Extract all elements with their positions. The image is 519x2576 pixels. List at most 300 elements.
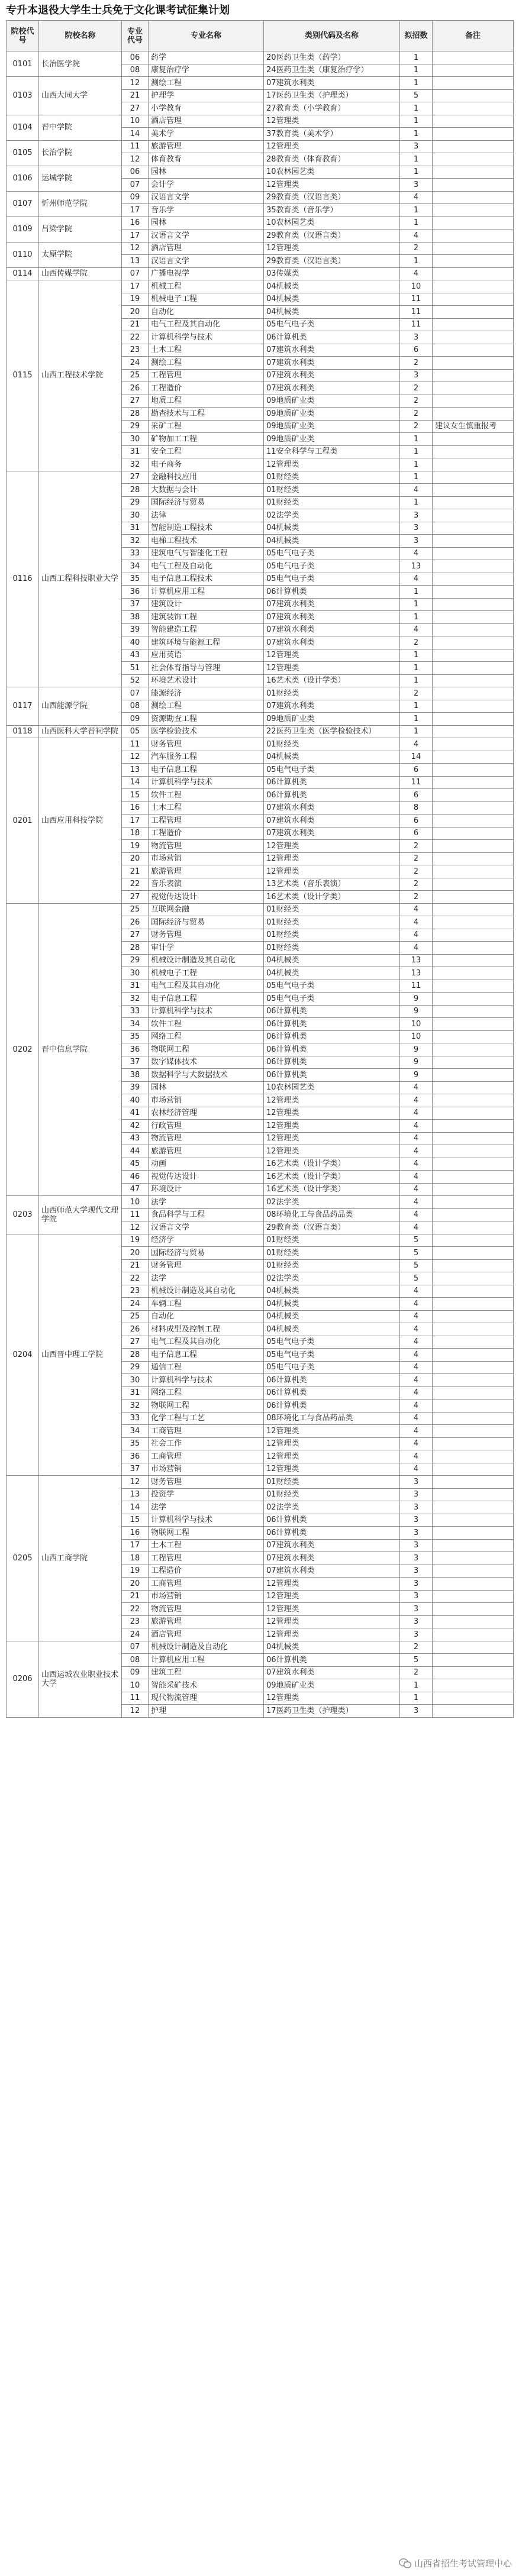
- school-name-cell: 山西师范大学现代文理学院: [39, 1196, 122, 1234]
- category-cell: 29教育类（汉语言类）: [264, 191, 400, 204]
- major-code-cell: 17: [122, 815, 149, 828]
- school-code-cell: 0202: [7, 903, 39, 1196]
- table-header-row: [7, 21, 514, 51]
- major-code-cell: 21: [122, 89, 149, 102]
- major-code-cell: 12: [122, 242, 149, 255]
- category-cell: 04机械类: [264, 967, 400, 980]
- count-cell: 10: [400, 1030, 433, 1043]
- major-name-cell: 经济学: [149, 1234, 264, 1247]
- category-cell: 16艺术类（设计学类）: [264, 1171, 400, 1184]
- note-cell: [433, 509, 514, 522]
- major-code-cell: 14: [122, 776, 149, 789]
- major-code-cell: 41: [122, 1107, 149, 1120]
- note-cell: [433, 1527, 514, 1540]
- note-cell: [433, 458, 514, 471]
- major-code-cell: 09: [122, 713, 149, 726]
- count-cell: 1: [400, 204, 433, 217]
- count-cell: 3: [400, 522, 433, 535]
- major-name-cell: 大数据与会计: [149, 484, 264, 497]
- category-cell: 04机械类: [264, 954, 400, 967]
- note-cell: [433, 382, 514, 395]
- category-cell: 06计算机类: [264, 1514, 400, 1527]
- major-name-cell: 自动化: [149, 306, 264, 319]
- school-code-cell: 0115: [7, 280, 39, 471]
- note-cell: [433, 280, 514, 293]
- note-cell: [433, 840, 514, 853]
- major-code-cell: 32: [122, 458, 149, 471]
- major-name-cell: 测绘工程: [149, 77, 264, 90]
- note-cell: [433, 903, 514, 916]
- major-code-cell: 33: [122, 1412, 149, 1425]
- note-cell: [433, 636, 514, 649]
- category-cell: 06计算机类: [264, 1399, 400, 1413]
- major-name-cell: 广播电视学: [149, 267, 264, 280]
- count-cell: 1: [400, 725, 433, 738]
- count-cell: 4: [400, 623, 433, 636]
- category-cell: 10农林园艺类: [264, 166, 400, 179]
- major-code-cell: 14: [122, 128, 149, 141]
- table-row: [7, 1196, 514, 1209]
- major-name-cell: 工程管理: [149, 1552, 264, 1565]
- major-code-cell: 09: [122, 191, 149, 204]
- school-code-cell: 0204: [7, 1234, 39, 1476]
- count-cell: 9: [400, 1056, 433, 1069]
- note-cell: [433, 1450, 514, 1463]
- category-cell: 01财经类: [264, 1476, 400, 1489]
- category-cell: 12管理类: [264, 1145, 400, 1158]
- note-cell: [433, 980, 514, 993]
- major-code-cell: 39: [122, 1081, 149, 1094]
- major-name-cell: 电气工程及其自动化: [149, 980, 264, 993]
- count-cell: 1: [400, 471, 433, 484]
- school-name-cell: 山西工商学院: [39, 1476, 122, 1641]
- count-cell: 4: [400, 1399, 433, 1413]
- category-cell: 04机械类: [264, 522, 400, 535]
- category-cell: 27教育类（小学教育）: [264, 102, 400, 115]
- major-name-cell: 法学: [149, 1196, 264, 1209]
- note-cell: [433, 560, 514, 573]
- category-cell: 12管理类: [264, 852, 400, 865]
- count-cell: 9: [400, 993, 433, 1006]
- major-name-cell: 计算机科学与技术: [149, 1514, 264, 1527]
- major-name-cell: 网络工程: [149, 1386, 264, 1399]
- school-code-cell: 0103: [7, 77, 39, 115]
- note-cell: [433, 1005, 514, 1018]
- count-cell: 3: [400, 509, 433, 522]
- major-name-cell: 国际经济与贸易: [149, 496, 264, 509]
- category-cell: 06计算机类: [264, 586, 400, 599]
- major-name-cell: 安全工程: [149, 445, 264, 458]
- major-name-cell: 互联网金融: [149, 903, 264, 916]
- header-school-code: 院校代号: [7, 21, 39, 51]
- major-code-cell: 12: [122, 1221, 149, 1234]
- major-code-cell: 23: [122, 1615, 149, 1628]
- major-name-cell: 通信工程: [149, 1361, 264, 1374]
- major-code-cell: 39: [122, 623, 149, 636]
- category-cell: 04机械类: [264, 1298, 400, 1311]
- major-name-cell: 智能建造工程: [149, 623, 264, 636]
- school-code-cell: 0104: [7, 115, 39, 140]
- note-cell: [433, 738, 514, 751]
- major-code-cell: 07: [122, 267, 149, 280]
- count-cell: 4: [400, 1425, 433, 1438]
- note-cell: [433, 776, 514, 789]
- category-cell: 29教育类（汉语言类）: [264, 230, 400, 243]
- note-cell: [433, 496, 514, 509]
- major-name-cell: 应用英语: [149, 649, 264, 662]
- note-cell: [433, 1399, 514, 1413]
- category-cell: 09地质矿业类: [264, 395, 400, 408]
- category-cell: 09地质矿业类: [264, 408, 400, 421]
- major-code-cell: 38: [122, 1069, 149, 1082]
- count-cell: 2: [400, 1641, 433, 1654]
- major-code-cell: 36: [122, 586, 149, 599]
- count-cell: 3: [400, 1488, 433, 1501]
- note-cell: [433, 77, 514, 90]
- category-cell: 05电气电子类: [264, 573, 400, 586]
- table-row: [7, 166, 514, 179]
- table-row: [7, 738, 514, 751]
- school-name-cell: 山西运城农业职业技术大学: [39, 1641, 122, 1717]
- note-cell: [433, 484, 514, 497]
- category-cell: 12管理类: [264, 1578, 400, 1591]
- major-name-cell: 财务管理: [149, 1259, 264, 1272]
- category-cell: 08环境化工与食品药品类: [264, 1412, 400, 1425]
- note-cell: [433, 433, 514, 446]
- category-cell: 05电气电子类: [264, 560, 400, 573]
- major-name-cell: 工程造价: [149, 827, 264, 840]
- major-code-cell: 19: [122, 840, 149, 853]
- note-cell: [433, 1386, 514, 1399]
- major-name-cell: 园林: [149, 216, 264, 230]
- major-name-cell: 动画: [149, 1158, 264, 1171]
- note-cell: [433, 1107, 514, 1120]
- major-code-cell: 51: [122, 662, 149, 675]
- major-name-cell: 电子商务: [149, 458, 264, 471]
- note-cell: [433, 891, 514, 904]
- major-name-cell: 物联网工程: [149, 1527, 264, 1540]
- category-cell: 01财经类: [264, 484, 400, 497]
- major-code-cell: 40: [122, 636, 149, 649]
- note-cell: 建议女生慎重报考: [433, 420, 514, 433]
- school-code-cell: 0203: [7, 1196, 39, 1234]
- major-code-cell: 37: [122, 598, 149, 611]
- category-cell: 06计算机类: [264, 1069, 400, 1082]
- table-row: [7, 191, 514, 204]
- school-name-cell: 山西医科大学晋祠学院: [39, 725, 122, 738]
- category-cell: 13艺术类（音乐表演）: [264, 878, 400, 891]
- major-code-cell: 19: [122, 1234, 149, 1247]
- note-cell: [433, 573, 514, 586]
- note-cell: [433, 204, 514, 217]
- category-cell: 04机械类: [264, 535, 400, 548]
- count-cell: 3: [400, 1539, 433, 1552]
- category-cell: 07建筑水利类: [264, 369, 400, 382]
- category-cell: 04机械类: [264, 280, 400, 293]
- count-cell: 5: [400, 1654, 433, 1667]
- major-name-cell: 工程管理: [149, 815, 264, 828]
- school-code-cell: 0206: [7, 1641, 39, 1717]
- count-cell: 10: [400, 1018, 433, 1031]
- count-cell: 1: [400, 458, 433, 471]
- table-row: [7, 1234, 514, 1247]
- major-code-cell: 33: [122, 547, 149, 560]
- major-name-cell: 市场营销: [149, 1590, 264, 1603]
- note-cell: [433, 1374, 514, 1387]
- major-code-cell: 29: [122, 954, 149, 967]
- category-cell: 05电气电子类: [264, 547, 400, 560]
- category-cell: 06计算机类: [264, 331, 400, 344]
- count-cell: 4: [400, 1285, 433, 1298]
- major-name-cell: 法律: [149, 509, 264, 522]
- major-code-cell: 13: [122, 1488, 149, 1501]
- major-code-cell: 15: [122, 789, 149, 802]
- major-name-cell: 物流管理: [149, 1132, 264, 1145]
- major-name-cell: 酒店管理: [149, 242, 264, 255]
- major-name-cell: 旅游管理: [149, 140, 264, 153]
- major-code-cell: 10: [122, 1679, 149, 1692]
- major-name-cell: 园林: [149, 1081, 264, 1094]
- note-cell: [433, 369, 514, 382]
- table-row: [7, 77, 514, 90]
- major-code-cell: 06: [122, 166, 149, 179]
- category-cell: 07建筑水利类: [264, 357, 400, 370]
- note-cell: [433, 1158, 514, 1171]
- major-name-cell: 汉语言文学: [149, 191, 264, 204]
- category-cell: 12管理类: [264, 140, 400, 153]
- category-cell: 07建筑水利类: [264, 623, 400, 636]
- major-code-cell: 12: [122, 1705, 149, 1718]
- note-cell: [433, 1094, 514, 1107]
- category-cell: 12管理类: [264, 865, 400, 878]
- major-name-cell: 数据科学与大数据技术: [149, 1069, 264, 1082]
- count-cell: 4: [400, 1386, 433, 1399]
- major-code-cell: 43: [122, 649, 149, 662]
- major-code-cell: 34: [122, 1425, 149, 1438]
- category-cell: 07建筑水利类: [264, 382, 400, 395]
- note-cell: [433, 318, 514, 331]
- count-cell: 4: [400, 1336, 433, 1349]
- count-cell: 3: [400, 179, 433, 192]
- category-cell: 09地质矿业类: [264, 420, 400, 433]
- major-name-cell: 环境设计: [149, 1183, 264, 1196]
- count-cell: 1: [400, 115, 433, 128]
- school-code-cell: 0118: [7, 725, 39, 738]
- category-cell: 06计算机类: [264, 1386, 400, 1399]
- major-name-cell: 物联网工程: [149, 1043, 264, 1056]
- count-cell: 10: [400, 280, 433, 293]
- major-name-cell: 市场营销: [149, 852, 264, 865]
- table-row: [7, 1641, 514, 1654]
- source-watermark: [399, 2556, 512, 2571]
- note-cell: [433, 357, 514, 370]
- major-name-cell: 计算机科学与技术: [149, 331, 264, 344]
- count-cell: 4: [400, 929, 433, 942]
- major-name-cell: 数字媒体技术: [149, 1056, 264, 1069]
- count-cell: 3: [400, 1615, 433, 1628]
- major-name-cell: 财务管理: [149, 929, 264, 942]
- count-cell: 2: [400, 891, 433, 904]
- category-cell: 20医药卫生类（药学）: [264, 51, 400, 64]
- count-cell: 4: [400, 1323, 433, 1336]
- note-cell: [433, 522, 514, 535]
- note-cell: [433, 611, 514, 624]
- major-name-cell: 会计学: [149, 179, 264, 192]
- count-cell: 1: [400, 611, 433, 624]
- major-name-cell: 美术学: [149, 128, 264, 141]
- category-cell: 06计算机类: [264, 1018, 400, 1031]
- category-cell: 07建筑水利类: [264, 611, 400, 624]
- note-cell: [433, 102, 514, 115]
- major-code-cell: 35: [122, 1437, 149, 1450]
- note-cell: [433, 1501, 514, 1514]
- major-code-cell: 26: [122, 916, 149, 929]
- major-code-cell: 28: [122, 1349, 149, 1362]
- count-cell: 1: [400, 598, 433, 611]
- major-name-cell: 地质工程: [149, 395, 264, 408]
- note-cell: [433, 1425, 514, 1438]
- major-name-cell: 社会工作: [149, 1437, 264, 1450]
- school-name-cell: 山西工程科技职业大学: [39, 471, 122, 687]
- count-cell: 4: [400, 1374, 433, 1387]
- major-code-cell: 08: [122, 700, 149, 713]
- major-name-cell: 护理: [149, 1705, 264, 1718]
- note-cell: [433, 166, 514, 179]
- count-cell: 3: [400, 1527, 433, 1540]
- header-note: 备注: [433, 21, 514, 51]
- count-cell: 4: [400, 1183, 433, 1196]
- category-cell: 06计算机类: [264, 789, 400, 802]
- note-cell: [433, 1361, 514, 1374]
- note-cell: [433, 1628, 514, 1641]
- note-cell: [433, 916, 514, 929]
- count-cell: 4: [400, 1081, 433, 1094]
- category-cell: 35教育类（音乐学）: [264, 204, 400, 217]
- category-cell: 10农林园艺类: [264, 216, 400, 230]
- table-row: [7, 140, 514, 153]
- note-cell: [433, 674, 514, 687]
- major-name-cell: 计算机科学与技术: [149, 1005, 264, 1018]
- major-code-cell: 31: [122, 522, 149, 535]
- count-cell: 2: [400, 382, 433, 395]
- major-code-cell: 20: [122, 852, 149, 865]
- count-cell: 5: [400, 1234, 433, 1247]
- category-cell: 04机械类: [264, 1323, 400, 1336]
- major-code-cell: 10: [122, 115, 149, 128]
- major-code-cell: 20: [122, 306, 149, 319]
- count-cell: 4: [400, 1171, 433, 1184]
- category-cell: 01财经类: [264, 738, 400, 751]
- count-cell: 2: [400, 687, 433, 700]
- major-name-cell: 汽车服务工程: [149, 751, 264, 764]
- note-cell: [433, 827, 514, 840]
- major-name-cell: 行政管理: [149, 1120, 264, 1133]
- major-code-cell: 47: [122, 1183, 149, 1196]
- note-cell: [433, 1349, 514, 1362]
- school-code-cell: 0105: [7, 140, 39, 166]
- header-category: 类别代码及名称: [264, 21, 400, 51]
- header-school-name: 院校名称: [39, 21, 122, 51]
- major-code-cell: 25: [122, 1310, 149, 1323]
- school-code-cell: 0109: [7, 216, 39, 242]
- note-cell: [433, 929, 514, 942]
- category-cell: 08环境化工与食品药品类: [264, 1208, 400, 1221]
- major-name-cell: 康复治疗学: [149, 64, 264, 77]
- major-code-cell: 05: [122, 725, 149, 738]
- note-cell: [433, 852, 514, 865]
- note-cell: [433, 89, 514, 102]
- major-name-cell: 护理学: [149, 89, 264, 102]
- school-code-cell: 0117: [7, 687, 39, 726]
- major-code-cell: 28: [122, 408, 149, 421]
- count-cell: 4: [400, 547, 433, 560]
- category-cell: 05电气电子类: [264, 1336, 400, 1349]
- major-code-cell: 45: [122, 1158, 149, 1171]
- count-cell: 14: [400, 751, 433, 764]
- school-name-cell: 山西应用科技学院: [39, 738, 122, 904]
- category-cell: 12管理类: [264, 1603, 400, 1616]
- major-code-cell: 18: [122, 1552, 149, 1565]
- note-cell: [433, 789, 514, 802]
- note-cell: [433, 954, 514, 967]
- note-cell: [433, 1476, 514, 1489]
- note-cell: [433, 471, 514, 484]
- category-cell: 12管理类: [264, 1132, 400, 1145]
- major-name-cell: 材料成型及控制工程: [149, 1323, 264, 1336]
- count-cell: 3: [400, 331, 433, 344]
- count-cell: 3: [400, 1603, 433, 1616]
- count-cell: 4: [400, 1208, 433, 1221]
- major-code-cell: 19: [122, 293, 149, 306]
- count-cell: 4: [400, 1132, 433, 1145]
- header-count: 拟招数: [400, 21, 433, 51]
- note-cell: [433, 255, 514, 268]
- note-cell: [433, 1641, 514, 1654]
- category-cell: 07建筑水利类: [264, 700, 400, 713]
- note-cell: [433, 1552, 514, 1565]
- category-cell: 02法学类: [264, 1272, 400, 1285]
- note-cell: [433, 1056, 514, 1069]
- table-row: [7, 242, 514, 255]
- count-cell: 6: [400, 764, 433, 777]
- count-cell: 4: [400, 484, 433, 497]
- category-cell: 12管理类: [264, 242, 400, 255]
- major-name-cell: 资源勘查工程: [149, 713, 264, 726]
- category-cell: 05电气电子类: [264, 318, 400, 331]
- major-code-cell: 24: [122, 1628, 149, 1641]
- note-cell: [433, 1247, 514, 1260]
- major-code-cell: 27: [122, 1336, 149, 1349]
- note-cell: [433, 1603, 514, 1616]
- major-name-cell: 国际经济与贸易: [149, 916, 264, 929]
- major-name-cell: 财务管理: [149, 738, 264, 751]
- school-name-cell: 山西能源学院: [39, 687, 122, 726]
- note-cell: [433, 191, 514, 204]
- major-name-cell: 自动化: [149, 1310, 264, 1323]
- school-name-cell: 晋中信息学院: [39, 903, 122, 1196]
- note-cell: [433, 51, 514, 64]
- major-code-cell: 08: [122, 64, 149, 77]
- count-cell: 6: [400, 827, 433, 840]
- major-code-cell: 43: [122, 1132, 149, 1145]
- major-name-cell: 建筑工程: [149, 1666, 264, 1679]
- note-cell: [433, 1705, 514, 1718]
- major-name-cell: 机械设计制造及自动化: [149, 1641, 264, 1654]
- major-code-cell: 22: [122, 1272, 149, 1285]
- note-cell: [433, 153, 514, 166]
- major-code-cell: 42: [122, 1120, 149, 1133]
- header-major-name: 专业名称: [149, 21, 264, 51]
